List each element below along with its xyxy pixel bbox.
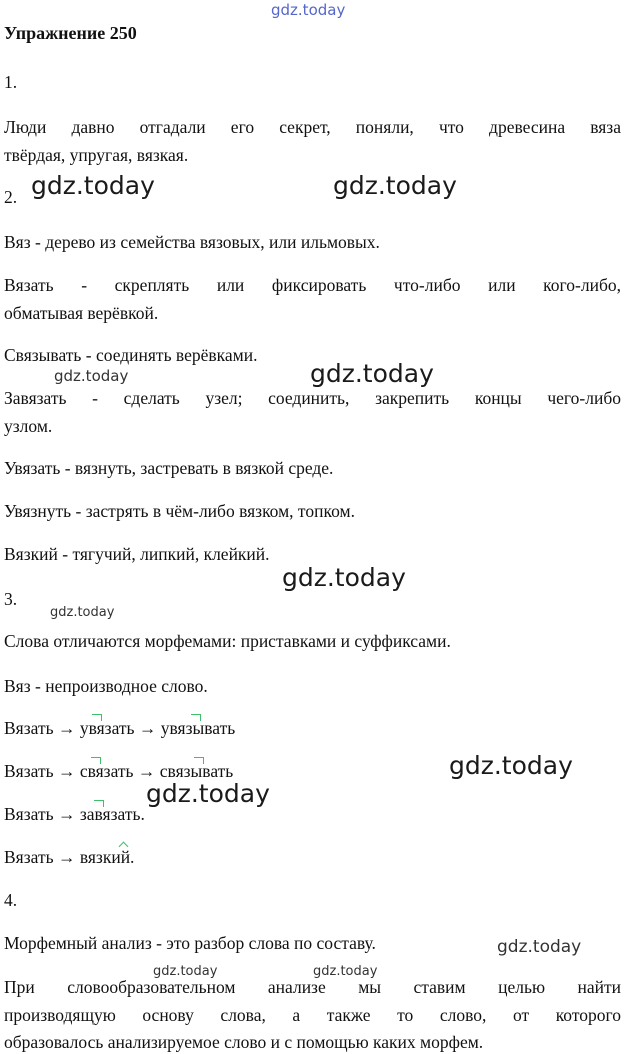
watermark: gdz.today [31,171,155,200]
prefix-mark [191,714,201,721]
derivation-chain: Вязать → вязкий. [4,847,135,867]
prefix-mark [92,714,102,721]
section-1-number: 1. [4,72,18,92]
analysis-paragraph-line: образовалось анализируемое слово и с помощью каких морфем. [4,1032,484,1052]
section-1-text-line: твёрдая, упругая, вязкая. [4,145,189,165]
definition-svyazyvat: Связывать - соединять верёвками. [4,345,258,365]
prefix-mark [91,757,101,764]
non-derived-word: Вяз - непроизводное слово. [4,676,208,696]
watermark: gdz.today [449,751,573,780]
definition-vyazkiy: Вязкий - тягучий, липкий, клейкий. [4,544,270,564]
watermark: gdz.today [54,367,129,385]
section-1-text-line: Люди давно отгадали его секрет, поняли, что древесина вяза [4,117,621,137]
analysis-paragraph-line: При словообразовательном анализе мы ставим целью найти [4,977,621,997]
watermark: gdz.today [497,937,582,957]
derivation-chain: Вязать → завязать. [4,804,145,824]
morpheme-statement: Слова отличаются морфемами: приставками и суффиксами. [4,631,451,651]
watermark: gdz.today [50,605,115,620]
watermark: gdz.today [153,964,218,979]
page-title: Упражнение 250 [4,23,137,43]
definition-zavyazat-line: узлом. [4,416,53,436]
definition-uvyazat: Увязать - вязнуть, застревать в вязкой среде. [4,458,334,478]
derivation-chain: Вязать → связать → связывать [4,761,234,781]
watermark: gdz.today [282,563,406,592]
derivation-chain: Вязать → увязать → увязывать [4,718,236,738]
watermark: gdz.today [333,171,457,200]
watermark-top: gdz.today [271,1,346,19]
definition-uvyaznut: Увязнуть - застрять в чём-либо вязком, топком. [4,501,355,521]
section-3-number: 3. [4,589,18,609]
definition-vyazat-line: Вязать - скреплять или фиксировать что-либо или кого-либо, [4,275,621,295]
definition-zavyazat-line: Завязать - сделать узел; соединить, закрепить концы чего-либо [4,388,621,408]
watermark: gdz.today [313,964,378,979]
prefix-mark [194,757,204,764]
definition-vyaz: Вяз - дерево из семейства вязовых, или ильмовых. [4,232,380,252]
section-2-number: 2. [4,187,18,207]
analysis-paragraph-line: производящую основу слова, а также то слово, от которого [4,1005,621,1025]
watermark: gdz.today [146,779,270,808]
prefix-mark [94,800,104,807]
definition-vyazat-line: обматывая верёвкой. [4,303,159,323]
morpheme-analysis-definition: Морфемный анализ - это разбор слова по составу. [4,933,376,953]
section-4-number: 4. [4,890,18,910]
watermark: gdz.today [310,359,434,388]
